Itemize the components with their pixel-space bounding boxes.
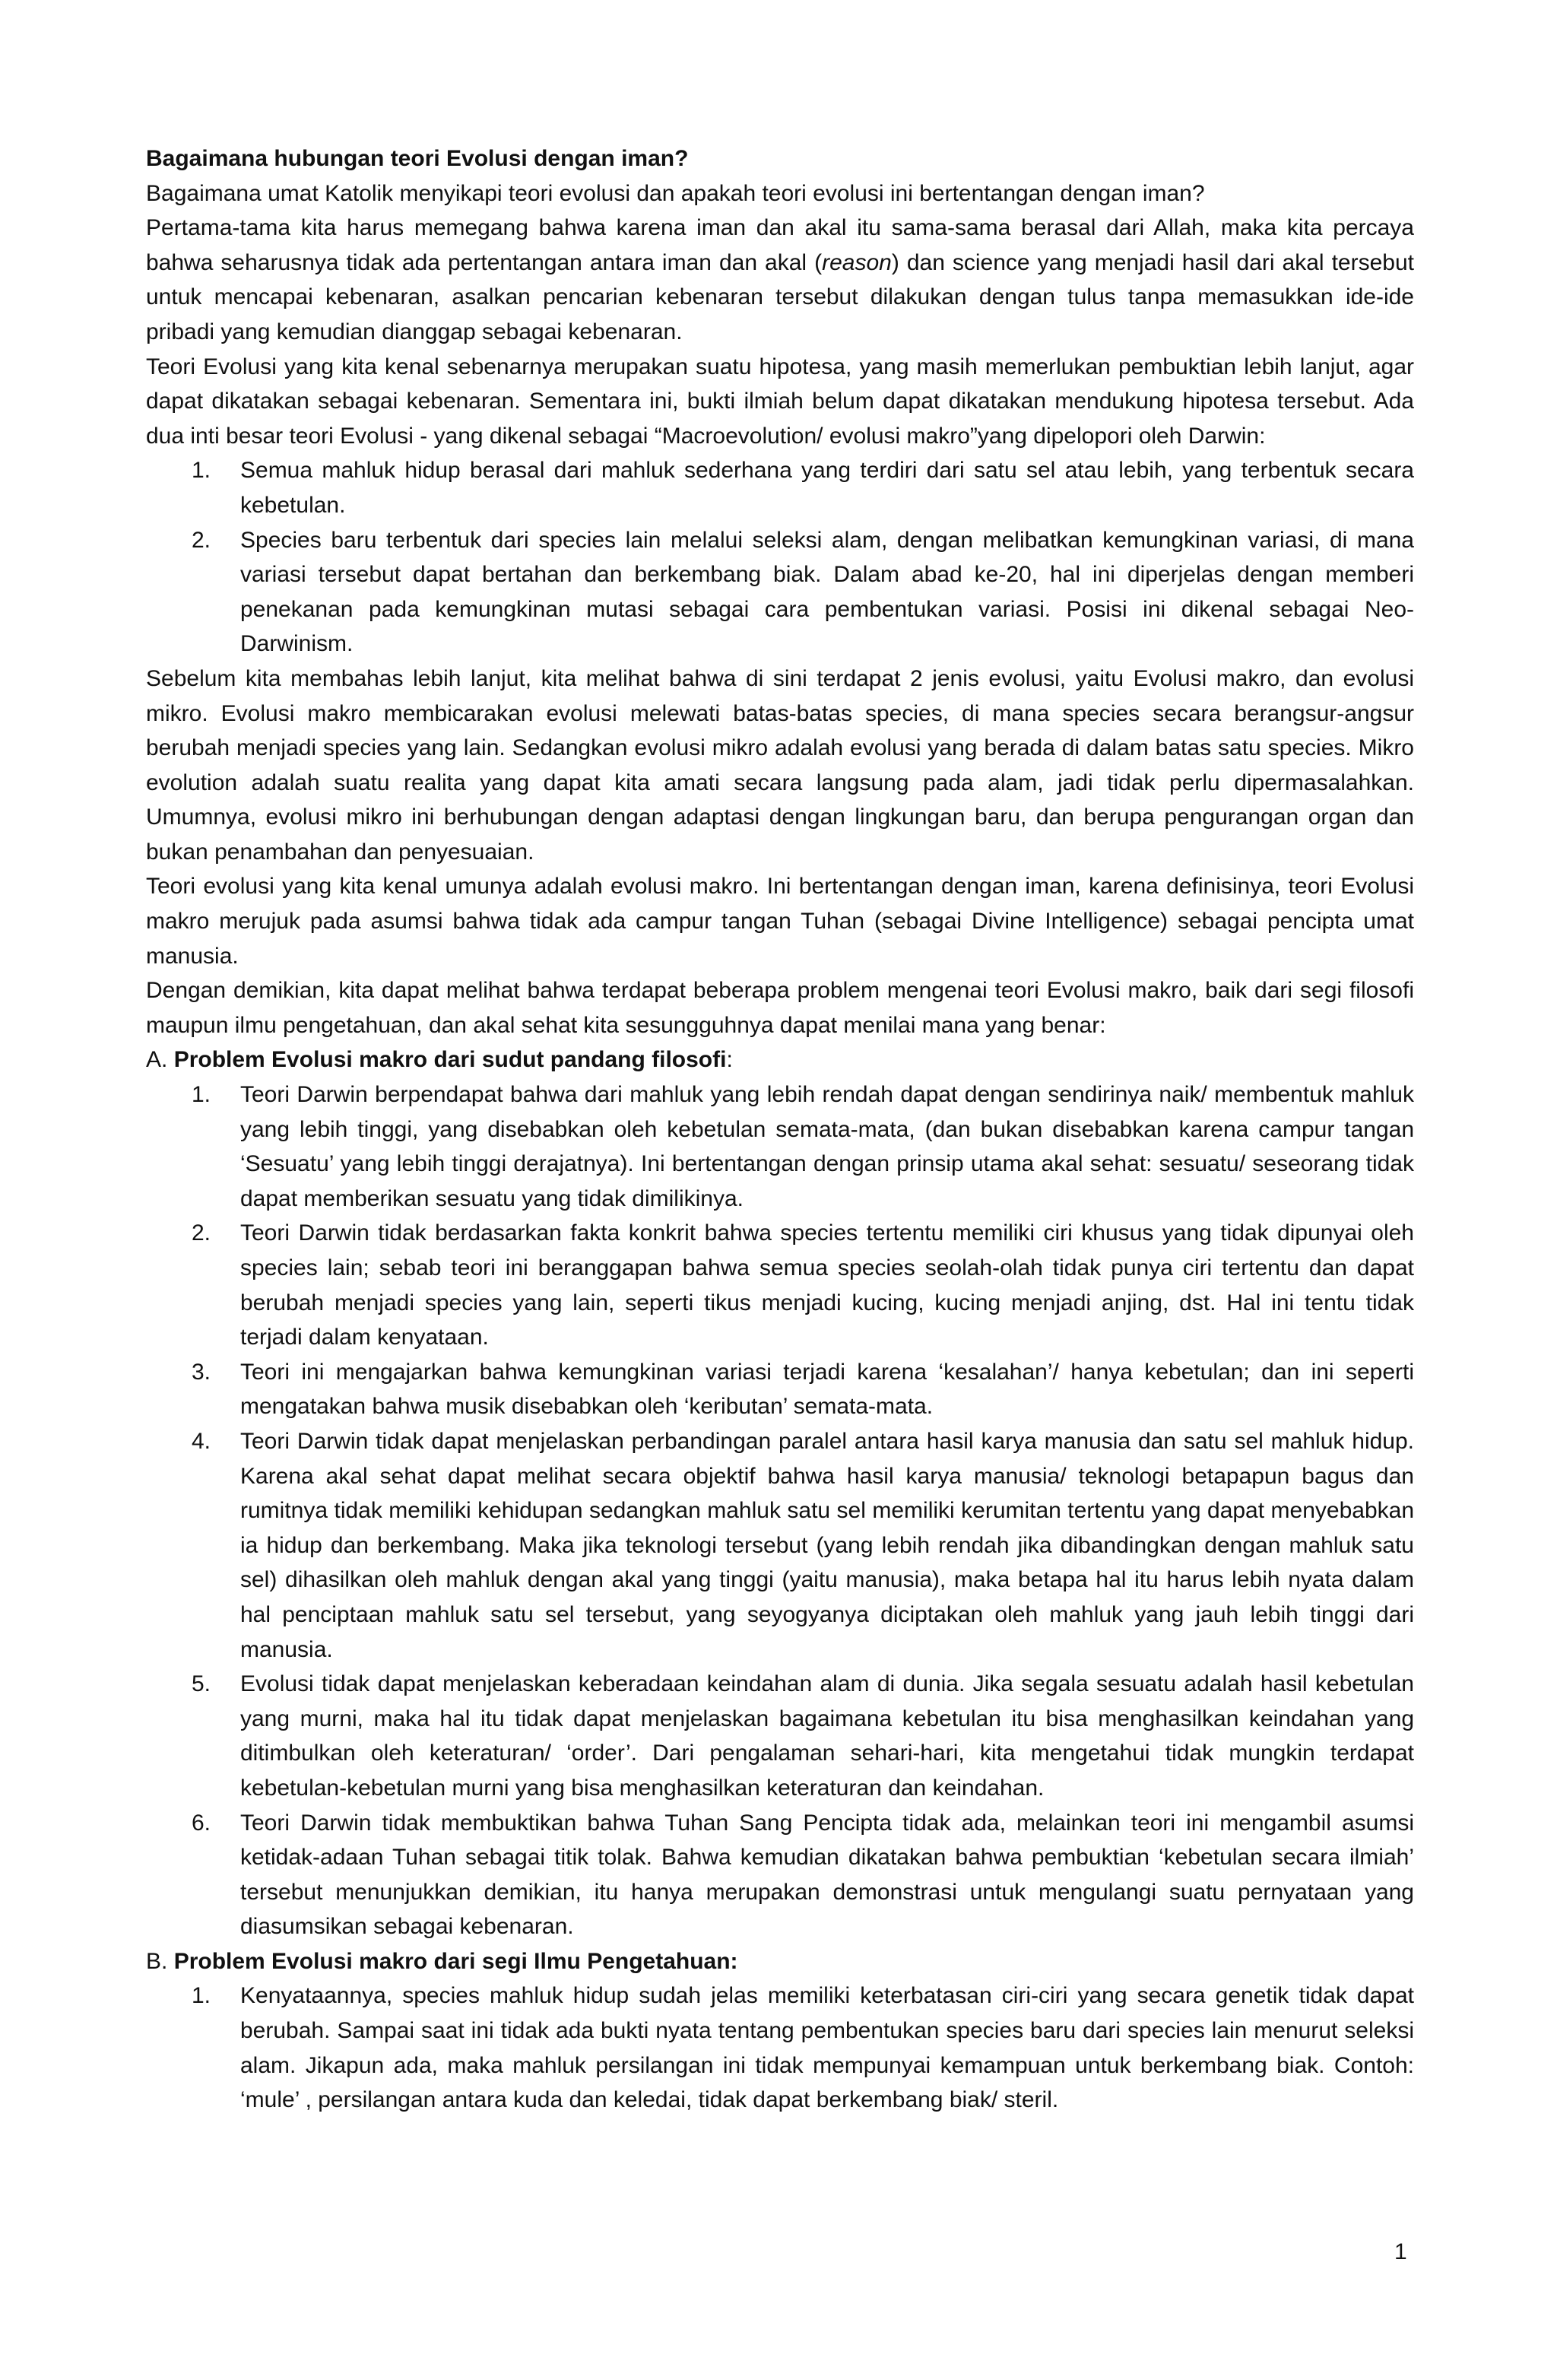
list-number: 1.: [192, 1983, 211, 2009]
list-item-text: Teori Darwin tidak dapat menjelaskan perbandingan paralel antara hasil karya manusia dan satu sel mahluk hidup. Karena akal sehat dapat melihat secara objektif bahwa hasil karya manusia/ teknologi betapapun bagus dan rumitnya tidak memiliki kehidupan sedangkan mahluk satu sel memiliki kerumitan tertentu yang dapat menyebabkan ia hidup dan berkembang. Maka jika teknologi tersebut (yang lebih rendah jika dibandingkan dengan mahluk satu sel) dihasilkan oleh mahluk dengan akal yang tinggi (yaitu manusia), maka betapa hal itu harus lebih nyata dalam hal penciptaan mahluk satu sel tersebut, yang seyogyanya diciptakan oleh mahluk yang jauh lebih tinggi dari manusia.: [240, 1428, 1414, 1662]
list-item: [146, 1424, 1414, 1667]
list-item-text: Semua mahluk hidup berasal dari mahluk sederhana yang terdiri dari satu sel atau lebih, yang terbentuk secara kebetulan.: [240, 458, 1414, 518]
document-title: Bagaimana hubungan teori Evolusi dengan iman?: [146, 146, 689, 171]
list-item-text: Teori Darwin berpendapat bahwa dari mahluk yang lebih rendah dapat dengan sendirinya naik/ membentuk mahluk yang lebih tinggi, yang disebabkan oleh kebetulan semata-mata, (dan bukan disebabkan karena campur tangan ‘Sesuatu’ yang lebih tinggi derajatnya). Ini bertentangan dengan prinsip utama akal sehat: sesuatu/ seseorang tidak dapat memberikan sesuatu yang tidak dimilikinya.: [240, 1082, 1414, 1211]
page-number: 1: [1394, 2239, 1407, 2264]
darwin-core-list: [146, 453, 1414, 662]
document-page: [146, 141, 1414, 2118]
paragraph-macro-micro: Sebelum kita membahas lebih lanjut, kita melihat bahwa di sini terdapat 2 jenis evolusi, yaitu Evolusi makro, dan evolusi mikro. Evolusi makro membicarakan evolusi melewati batas-batas species, di mana species secara berangsur-angsur berubah menjadi species yang lain. Sedangkan evolusi mikro adalah evolusi yang berada di dalam batas satu species. Mikro evolution adalah suatu realita yang dapat kita amati secara langsung pada alam, jadi tidak perlu dipermasalahkan. Umumnya, evolusi mikro ini berhubungan dengan adaptasi dengan lingkungan baru, dan berupa pengurangan organ dan bukan penambahan dan penyesuaian.: [146, 665, 1414, 865]
list-number: 1.: [192, 1082, 211, 1108]
paragraph-problems-intro: Dengan demikian, kita dapat melihat bahwa terdapat beberapa problem mengenai teori Evolusi makro, baik dari segi filosofi maupun ilmu pengetahuan, dan akal sehat kita sesungguhnya dapat menilai mana yang benar:: [146, 978, 1414, 1038]
section-prefix: B.: [146, 1948, 174, 1974]
section-title: Problem Evolusi makro dari sudut pandang filosofi: [173, 1047, 727, 1073]
list-item-text: Teori ini mengajarkan bahwa kemungkinan variasi terjadi karena ‘kesalahan’/ hanya kebetulan; dan ini seperti mengatakan bahwa musik disebabkan oleh ‘keributan’ semata-mata.: [240, 1359, 1414, 1420]
list-number: 6.: [192, 1810, 211, 1836]
list-item-text: Evolusi tidak dapat menjelaskan keberadaan keindahan alam di dunia. Jika segala sesuatu adalah hasil kebetulan yang murni, maka hal itu tidak dapat menjelaskan bagaimana kebetulan itu bisa menghasilkan keindahan yang ditimbulkan oleh keteraturan/ ‘order’. Dari pengalaman sehari-hari, kita mengetahui tidak mungkin terdapat kebetulan-kebetulan murni yang bisa menghasilkan keteraturan dan keindahan.: [240, 1671, 1414, 1801]
list-item: [146, 1216, 1414, 1354]
list-item: [146, 1806, 1414, 1944]
paragraph-faith-reason: [146, 211, 1414, 349]
list-number: 2.: [192, 1220, 211, 1246]
list-item: [146, 1979, 1414, 2117]
list-item-text: Teori Darwin tidak berdasarkan fakta konkrit bahwa species tertentu memiliki ciri khusus yang tidak dipunyai oleh species lain; sebab teori ini beranggapan bahwa semua species seolah-olah tidak punya ciri tertentu dan dapat berubah menjadi species yang lain, seperti tikus menjadi kucing, kucing menjadi anjing, dst. Hal ini tentu tidak terjadi dalam kenyataan.: [240, 1220, 1414, 1350]
list-item-text: Species baru terbentuk dari species lain melalui seleksi alam, dengan melibatkan kemungkinan variasi, di mana variasi tersebut dapat bertahan dan berkembang biak. Dalam abad ke-20, hal ini diperjelas dengan memberi penekanan pada kemungkinan mutasi sebagai cara pembentukan variasi. Posisi ini dikenal sebagai Neo- Darwinism.: [240, 527, 1414, 657]
italic-term-reason: reason: [822, 249, 892, 275]
list-number: 2.: [192, 527, 211, 553]
list-item: [146, 1077, 1414, 1216]
paragraph-text: Pertama-tama kita harus memegang bahwa karena iman dan akal itu sama-sama berasal dari Allah, maka kita percaya bahwa seharusnya tidak ada pertentangan antara iman dan akal (: [146, 215, 1414, 275]
science-problem-list: [146, 1979, 1414, 2117]
section-heading-a: [146, 1042, 1414, 1077]
section-heading-b: [146, 1944, 1414, 1979]
section-title: Problem Evolusi makro dari segi Ilmu Pengetahuan:: [173, 1948, 738, 1974]
list-number: 1.: [192, 458, 211, 484]
list-number: 5.: [192, 1671, 211, 1697]
paragraph-macro-faith: Teori evolusi yang kita kenal umunya adalah evolusi makro. Ini bertentangan dengan iman, karena definisinya, teori Evolusi makro merujuk pada asumsi bahwa tidak ada campur tangan Tuhan (sebagai Divine Intelligence) sebagai pencipta umat manusia.: [146, 874, 1414, 969]
list-item-text: Teori Darwin tidak membuktikan bahwa Tuhan Sang Pencipta tidak ada, melainkan teori ini mengambil asumsi ketidak-adaan Tuhan sebagai titik tolak. Bahwa kemudian dikatakan bahwa pembuktian ‘kebetulan secara ilmiah’ tersebut menunjukkan demikian, itu hanya merupakan demonstrasi untuk mengulangi suatu pernyataan yang diasumsikan sebagai kebenaran.: [240, 1810, 1414, 1940]
list-item: [146, 1667, 1414, 1805]
list-item-text: Kenyataannya, species mahluk hidup sudah jelas memiliki keterbatasan ciri-ciri yang secara genetik tidak dapat berubah. Sampai saat ini tidak ada bukti nyata tentang pembentukan species baru dari species lain menurut seleksi alam. Jikapun ada, maka mahluk persilangan ini tidak mempunyai kemampuan untuk berkembang biak. Contoh: ‘mule’ , persilangan antara kuda dan keledai, tidak dapat berkembang biak/ steril.: [240, 1983, 1414, 2113]
section-prefix: A.: [146, 1047, 174, 1073]
list-number: 3.: [192, 1359, 211, 1385]
paragraph-intro-question: Bagaimana umat Katolik menyikapi teori evolusi dan apakah teori evolusi ini bertentangan dengan iman?: [146, 180, 1205, 206]
section-suffix: :: [726, 1047, 733, 1073]
list-item: [146, 1355, 1414, 1424]
paragraph-hypothesis: Teori Evolusi yang kita kenal sebenarnya merupakan suatu hipotesa, yang masih memerlukan pembuktian lebih lanjut, agar dapat dikatakan sebagai kebenaran. Sementara ini, bukti ilmiah belum dapat dikatakan mendukung hipotesa tersebut. Ada dua inti besar teori Evolusi - yang dikenal sebagai “Macroevolution/ evolusi makro”yang dipelopori oleh Darwin:: [146, 354, 1414, 449]
list-item: [146, 523, 1414, 662]
list-item: [146, 453, 1414, 522]
list-number: 4.: [192, 1428, 211, 1454]
philosophy-problem-list: [146, 1077, 1414, 1944]
paragraph-text: ) dan science yang menjadi hasil dari akal tersebut untuk mencapai kebenaran, asalkan pencarian kebenaran tersebut dilakukan dengan tulus tanpa memasukkan ide-ide pribadi yang kemudian dianggap sebagai kebenaran.: [146, 249, 1414, 344]
